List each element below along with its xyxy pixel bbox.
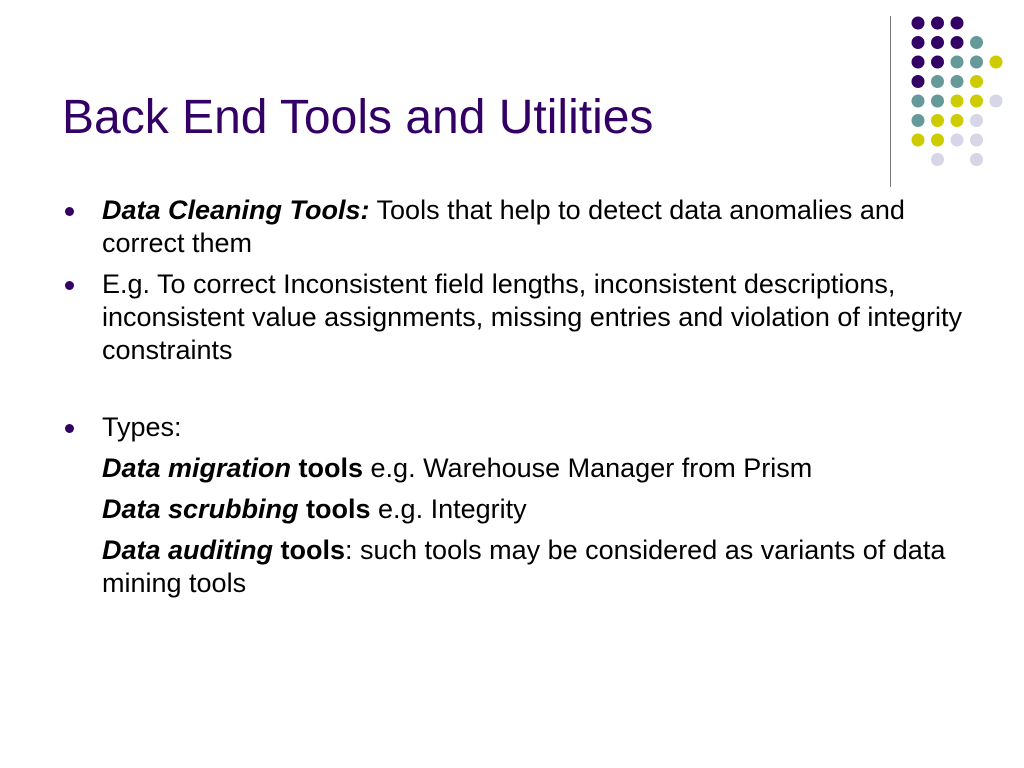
decorative-dot — [931, 134, 944, 147]
decorative-dot — [912, 36, 925, 49]
decorative-dot — [912, 134, 925, 147]
decorative-dot — [970, 134, 983, 147]
decorative-dot — [931, 17, 944, 30]
bullet-text: E.g. To correct Inconsistent field lengths, inconsistent descriptions, inconsistent value assignments, missing entries and violation of integrity constraints — [102, 269, 962, 365]
bullet-text: Tools that help to detect data anomalies and correct them — [102, 195, 905, 258]
decorative-dot — [912, 95, 925, 108]
decorative-dot — [931, 114, 944, 127]
bullet-dot — [65, 424, 74, 433]
decorative-dot — [970, 36, 983, 49]
title-divider-line — [890, 16, 891, 187]
decorative-dot — [912, 17, 925, 30]
bullet-example — [62, 268, 962, 367]
tools-word: tools — [298, 494, 371, 524]
decorative-dot — [970, 95, 983, 108]
decorative-dot — [912, 75, 925, 88]
decorative-dot — [990, 56, 1003, 69]
type-text: : such tools may be considered as variants of data mining tools — [102, 535, 946, 598]
decorative-dot — [951, 56, 964, 69]
decorative-dot — [931, 36, 944, 49]
decorative-dot — [970, 56, 983, 69]
decorative-dot — [990, 95, 1003, 108]
tools-word: tools — [291, 453, 364, 483]
decorative-dot — [931, 75, 944, 88]
bullet-data-cleaning-tools — [62, 194, 962, 260]
slide-title: Back End Tools and Utilities — [62, 91, 654, 144]
decorative-dot — [931, 56, 944, 69]
term-data-migration: Data migration — [102, 453, 292, 483]
type-data-migration — [62, 452, 962, 485]
type-text: e.g. Warehouse Manager from Prism — [363, 453, 813, 483]
term-colon: : — [360, 195, 370, 225]
tools-word: tools — [273, 535, 346, 565]
term-data-auditing: Data auditing — [102, 535, 274, 565]
bullet-text: Types: — [102, 412, 182, 442]
decorative-dot — [951, 75, 964, 88]
type-data-auditing — [62, 534, 962, 600]
decorative-dot — [951, 114, 964, 127]
decorative-dot — [970, 153, 983, 166]
decorative-dot — [951, 95, 964, 108]
decorative-dot — [931, 95, 944, 108]
type-text: e.g. Integrity — [370, 494, 527, 524]
decorative-dot — [912, 114, 925, 127]
term-data-scrubbing: Data scrubbing — [102, 494, 299, 524]
bullet-types — [62, 411, 962, 444]
decorative-dot — [951, 36, 964, 49]
decorative-dot — [931, 153, 944, 166]
type-data-scrubbing — [62, 493, 962, 526]
term-data-cleaning-tools: Data Cleaning Tools — [102, 195, 361, 225]
decorative-dot — [912, 56, 925, 69]
slide-body — [62, 194, 962, 608]
decorative-dot — [970, 114, 983, 127]
decorative-dot — [951, 134, 964, 147]
decorative-dot — [970, 75, 983, 88]
bullet-dot — [65, 281, 74, 290]
bullet-dot — [65, 207, 74, 216]
decorative-dot — [951, 17, 964, 30]
